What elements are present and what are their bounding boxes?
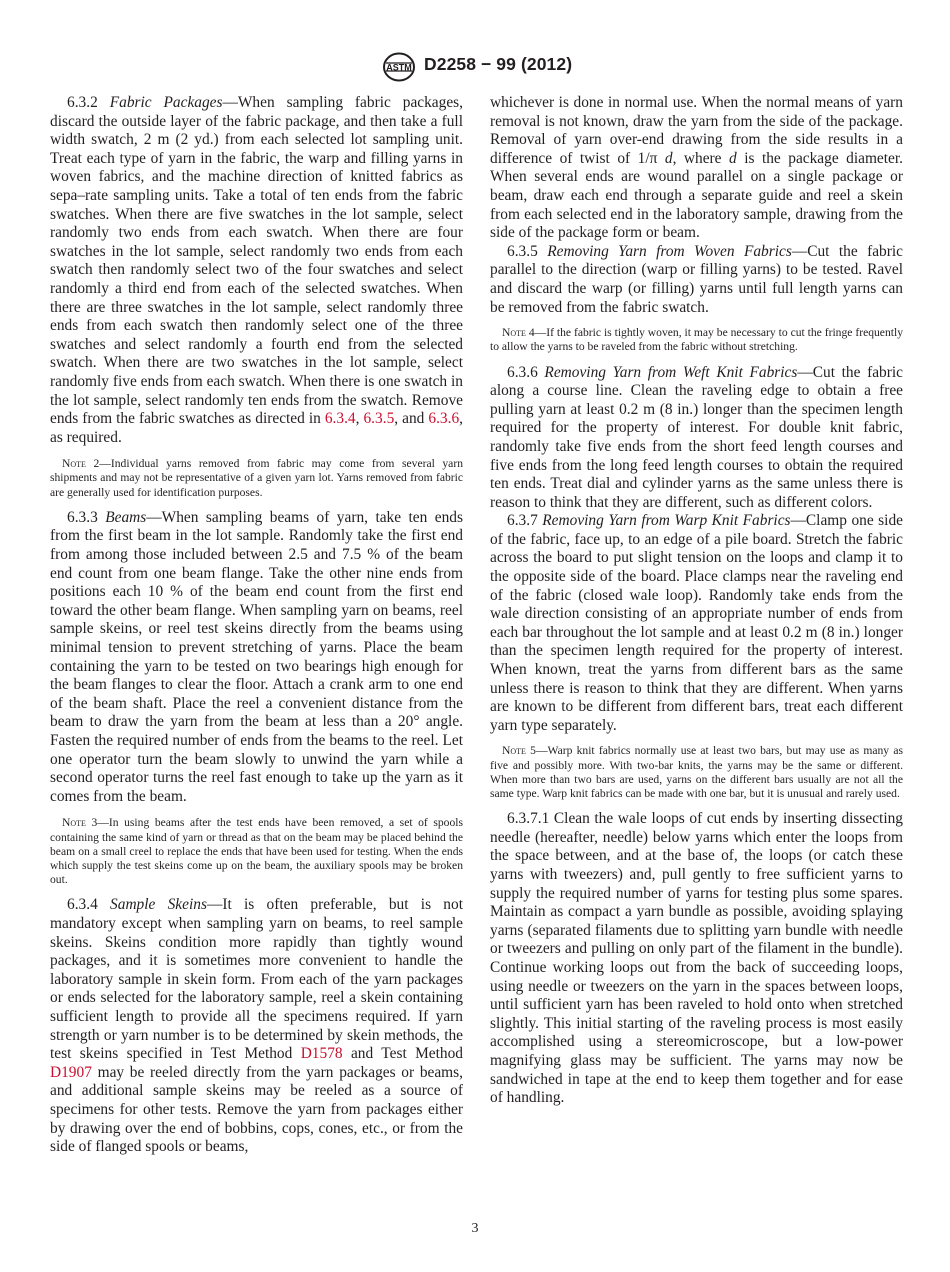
section-6-3-6: 6.3.6 Removing Yarn from Weft Knit Fabrics—Cut the fabric along a course line. Clean the raveling edge to obtain a free pulling yarn at least 0.2 m (8 in.) longer than the specimen length required for the property of interest. For double knit fabric, randomly take five ends from the short feed length courses and five ends from the long feed length courses to obtain the required ten ends. Treat dial and cylinder yarns as the same unless there is reason to think that they are different, such as different colors. [490,363,903,511]
page-header [0,52,950,88]
link-6-3-6[interactable]: 6.3.6 [428,410,460,428]
note-4: Note 4—If the fabric is tightly woven, it may be necessary to cut the fringe frequently to allow the yarns to be raveled from the fabric without stretching. [490,326,903,354]
section-6-3-4: 6.3.4 Sample Skeins—It is often preferable, but is not mandatory except when sampling yarn on beams, to reel sample skeins. Skeins condition more rapidly than tightly wound packages, and it is sometimes more convenient to handle the laboratory sample in skein form. From each of the yarn packages or ends selected for the laboratory sample, reel a skein containing sufficient length to provide all the specimens required. If yarn strength or yarn number is to be determined by skein methods, the test skeins specified in Test Method D1578 and Test Method D1907 may be reeled directly from the yarn packages or beams, and additional sample skeins may be reeled as a source of specimens for other tests. Remove the yarn from packages either by drawing over the end of bobbins, cops, cones, etc., or from the side of flanged spools or beams, [50,896,463,1156]
astm-logo-text: ASTM [386,62,412,73]
link-d1907[interactable]: D1907 [50,1063,92,1081]
right-column [490,94,903,1108]
section-6-3-5: 6.3.5 Removing Yarn from Woven Fabrics—Cut the fabric parallel to the direction (warp or filling yarns) to be tested. Ravel and discard the warp (or filling) yarns until full length yarns can be removed from the fabric swatch. [490,242,903,316]
document-id: D2258 − 99 (2012) [424,54,573,74]
section-6-3-7: 6.3.7 Removing Yarn from Warp Knit Fabrics—Clamp one side of the fabric, face up, to an edge of a pile board. Stretch the fabric across the board to put slight tension on the loops and clamp it to the opposite side of the board. Place clamps near the raveling end of the fabric (closed wale loop). Randomly take ends from the wale direction consisting of an appropriate number of ends from each bar throughout the lot sample and at least 0.2 m (8 in.) longer than the specimen length required for the property of interest. When known, treat the yarns from different bars as the same unless there is reason to think that they are different. When yarns are known to be different from different bars, treat each different yarn type separately. [490,512,903,734]
page-number: 3 [471,1221,479,1236]
link-d1578[interactable]: D1578 [300,1045,343,1063]
section-6-3-7-1: 6.3.7.1 Clean the wale loops of cut ends by inserting dissecting needle (hereafter, needle) below yarns which enter the loops from the space between, and at the base of, the loops (or catch these yarns with tweezers) and, pull gently to free sufficient yarns to supply the required number of yarns for testing plus some spares. Maintain as compact a yarn bundle as possible, avoiding splaying yarns (separated filaments due to splitting yarn bundle with needle or tweezers and pulling on only part of the filament in the bundle). Continue working loops out from the back of succeeding loops, using needle or tweezers on the yarn in the spaces between loops, until sufficient yarn has been raveled to hold onto when stretched slightly. This initial starting of the raveling process is most easily accomplished using a stereomicroscope, but a low-power magnifying glass may be sufficient. The yarns may now be sandwiched in tape at the end to keep them together and for ease of handling. [490,810,903,1107]
section-6-3-2: 6.3.2 Fabric Packages—When sampling fabric packages, discard the outside layer of the fabric package, and then take a full width swatch, 2 m (2 yd.) from each selected lot sampling unit. Treat each type of yarn in the fabric, the warp and filling yarns in woven fabrics, and the machine direction of knitted fabrics as sepa–rate sampling units. Take a total of ten ends from the fabric swatches. When there are five swatches in the lot sample, select randomly two ends from each swatch. When there are four swatches in the lot sample, select randomly two ends from each swatch then randomly select two of the four swatches and select randomly a third end from each of the selected swatches. When there are three swatches in the lot sample, select randomly three ends from each swatch then randomly select one of the three swatches and select randomly a fourth end from the selected swatch. When there are two swatches in the lot sample, select randomly five ends from each swatch. When there is one swatch in the lot sample, select randomly ten ends from the swatch. Remove ends from the fabric swatches as directed in 6.3.4, 6.3.5, and 6.3.6, as required. [50,94,464,446]
astm-logo-icon [382,52,416,82]
section-6-3-3: 6.3.3 Beams—When sampling beams of yarn, take ten ends from the first beam in the lot sample. Randomly take the first end from among those included between 2.5 and 7.5 % of the beam end count from one beam flange. Take the other nine ends from positions each 10 % of the beam end count from the first end toward the other beam flange. When sampling yarn on beams, reel sample skeins, or reel test skeins directly from the beams using minimal tension to prevent stretching of yarns. Place the beam containing the yarn to be tested on two bearings high enough for the beam flanges to clear the floor. Attach a crank arm to one end of the beam shaft. Place the reel a convenient distance from the beam to draw the yarn from the beam at less than a 20° angle. Fasten the required number of ends from the beams to the reel. Let one operator turn the beam slowly to unwind the yarn while a second operator turns the reel fast enough to take up the yarn as it comes from the beam. [50,508,463,805]
left-column [50,94,463,1157]
section-6-3-4-continued: whichever is done in normal use. When the normal means of yarn removal is not known, draw the yarn from the side of the package. Removal of yarn over-end drawing from the side results in a difference of twist of 1/π d, where d is the package diameter. When several ends are wound parallel on a single package or beam, draw each end through a separate guide and reel a skein from each selected end in the laboratory sample, drawing from the side of the package form or beam. [490,94,903,242]
note-2: Note 2—Individual yarns removed from fabric may come from several yarn shipments and may not be representative of a given yarn lot. Yarns removed from fabric are generally used for identification purposes. [50,457,463,499]
link-6-3-4[interactable]: 6.3.4 [324,410,356,428]
note-3: Note 3—In using beams after the test ends have been removed, a set of spools containing the same kind of yarn or thread as that on the beam may be placed behind the beam on a small creel to replace the ends that have been used for testing. When the ends which supply the test skeins come up on the beam, the auxiliary spools may be broken out. [50,816,463,887]
note-5: Note 5—Warp knit fabrics normally use at least two bars, but may use as many as five and possibly more. With two-bar knits, the yarns may be the same or different. When more than two bars are used, yarns on the different bars usually are not all the same type. Warp knit fabrics can be made with one bar, but it is unusual and rarely used. [490,744,903,801]
link-6-3-5[interactable]: 6.3.5 [363,410,395,428]
